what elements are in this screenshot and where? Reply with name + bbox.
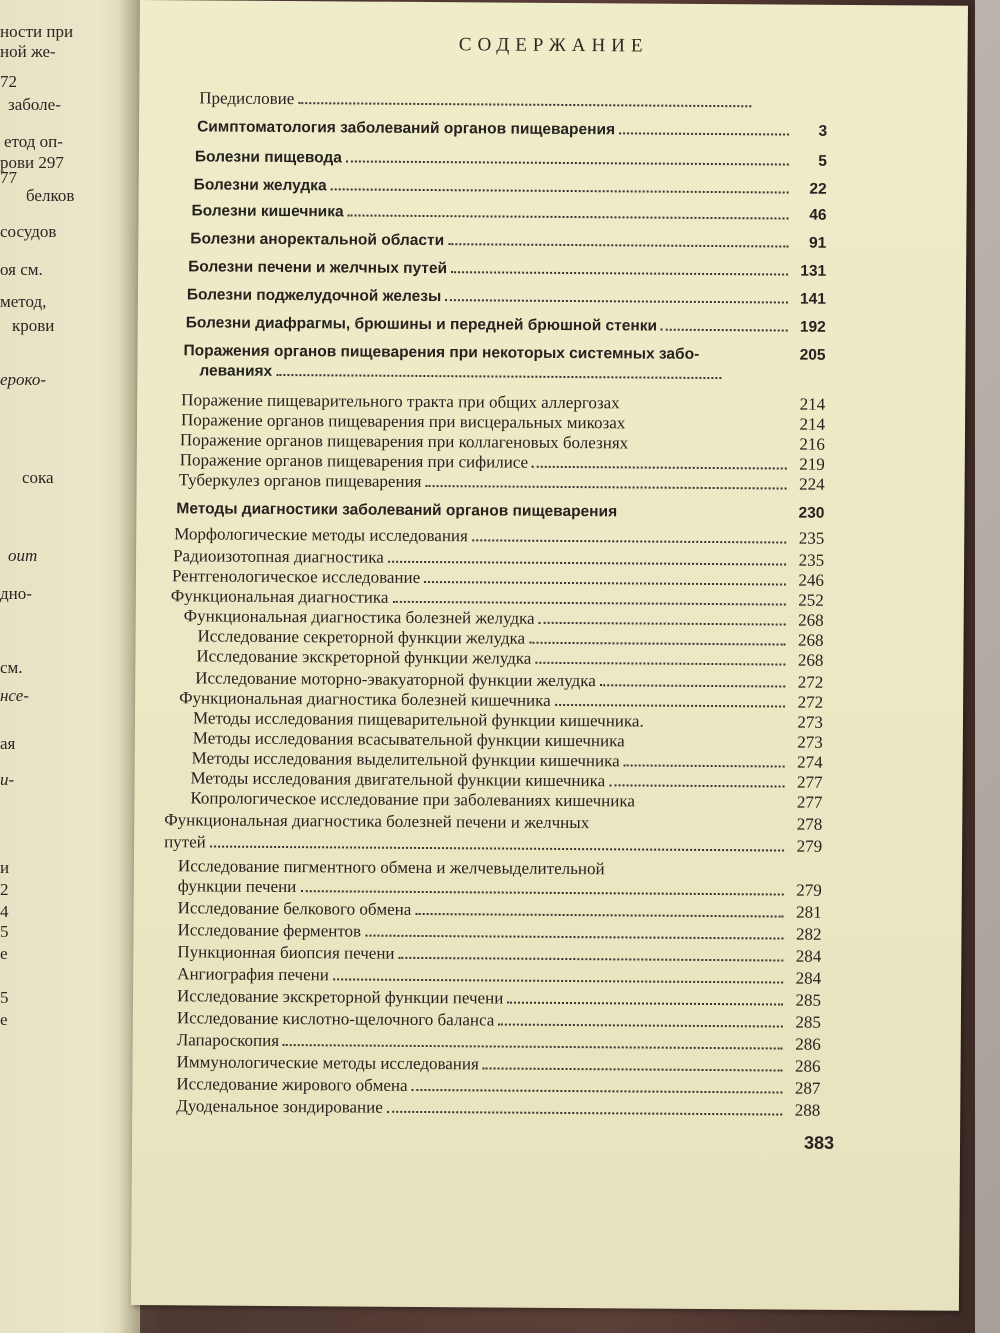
dot-leader: [276, 374, 721, 379]
dot-leader: [539, 622, 786, 626]
dot-leader: [331, 188, 789, 193]
toc-page-number: 279: [796, 836, 823, 856]
dot-leader: [609, 784, 784, 787]
dot-leader: [472, 539, 786, 543]
dot-leader: [535, 662, 785, 666]
toc-entry-text: Функциональная диагностика болезней желудка: [183, 606, 535, 628]
toc-entry: [176, 500, 824, 523]
dot-leader: [333, 978, 783, 983]
toc-entry-text: Исследование кислотно-щелочного баланса: [176, 1008, 495, 1030]
toc-entry: [177, 964, 821, 988]
dot-leader: [387, 1111, 782, 1116]
toc-entry-text: Методы исследования выделительной функции кишечника: [191, 748, 620, 771]
table-of-contents: [139, 88, 967, 1120]
dot-leader: [283, 1044, 783, 1049]
toc-entry-text: Болезни аноректальной области: [190, 230, 445, 250]
dot-leader: [532, 466, 787, 470]
toc-entry: [177, 1052, 821, 1076]
left-page-fragment: и: [0, 858, 10, 877]
toc-page-number: 268: [798, 610, 824, 630]
toc-entry: [199, 362, 759, 384]
toc-entry-text: Симптоматология заболеваний органов пищеварения: [197, 118, 616, 139]
toc-entry-text: Исследование моторно-эвакуаторной функции желудка: [195, 668, 596, 691]
toc-entry: [195, 148, 827, 170]
page-title: СОДЕРЖАНИЕ: [458, 34, 649, 57]
toc-page-number: 287: [794, 1078, 821, 1098]
dot-leader: [415, 913, 783, 918]
toc-entry: [177, 920, 821, 944]
toc-entry-text: Функциональная диагностика болезней кишечника: [179, 688, 551, 710]
dot-leader: [346, 160, 789, 165]
dot-leader: [609, 874, 784, 875]
left-page-fragment: оя см.: [0, 260, 43, 279]
toc-entry-text: Болезни диафрагмы, брюшины и передней брюшной стенки: [185, 314, 658, 335]
toc-entry-text: Предисловие: [199, 88, 295, 109]
left-page-fragment: и-: [0, 770, 15, 789]
toc-entry-text: Методы исследования двигательной функции кишечника: [190, 768, 606, 791]
toc-entry-text: Ангиография печени: [177, 964, 329, 985]
toc-entry-text: Поражение пищеварительного тракта при общих аллергозах: [181, 390, 620, 413]
toc-entry: [164, 810, 822, 835]
toc-entry: [178, 898, 822, 922]
toc-entry: [174, 524, 824, 549]
dot-leader: [399, 957, 784, 962]
dot-leader: [619, 132, 789, 135]
toc-entry-text: Болезни кишечника: [191, 202, 344, 221]
dot-leader: [629, 746, 785, 747]
toc-entry-text: Поражения органов пищеварения при некоторых системных забо-: [183, 342, 700, 363]
toc-entry-text: Болезни печени и желчных путей: [188, 258, 448, 278]
toc-entry-text: Радиоизотопная диагностика: [173, 546, 384, 567]
toc-entry-text: Болезни желудка: [193, 176, 327, 195]
dot-leader: [629, 428, 787, 429]
toc-entry: [194, 176, 827, 198]
toc-entry-text: Поражение органов пищеварения при коллагеновых болезнях: [179, 430, 629, 453]
toc-entry: [179, 470, 825, 495]
dot-leader: [392, 601, 785, 606]
toc-entry-text: Дуоденальное зондирование: [176, 1096, 383, 1117]
toc-page-number: 235: [798, 528, 825, 548]
toc-entry: [177, 1030, 821, 1054]
toc-page-number: 5: [818, 152, 827, 170]
left-page-fragment: е: [0, 944, 8, 963]
left-page-fragment: 77: [0, 168, 17, 187]
toc-entry: [186, 314, 826, 336]
toc-page-number: 230: [798, 504, 825, 522]
dot-leader: [639, 807, 784, 808]
toc-page-number: 273: [797, 712, 824, 732]
toc-page-number: 281: [796, 902, 822, 922]
toc-page-number: 246: [798, 570, 825, 590]
left-page-fragment: дно-: [0, 584, 32, 603]
dot-leader: [593, 828, 784, 829]
toc-page-number: 22: [809, 180, 827, 198]
toc-page-number: 285: [795, 1012, 821, 1032]
toc-page-number: 214: [799, 414, 826, 434]
left-page-fragment: сосудов: [0, 222, 57, 241]
left-page-fragment: оит: [8, 546, 38, 565]
toc-entry-text: Исследование ферментов: [177, 920, 362, 941]
dot-leader: [555, 704, 785, 708]
dot-leader: [661, 329, 788, 332]
toc-entry-text: Рентгенологическое исследование: [171, 566, 421, 587]
toc-page-number: 278: [796, 814, 823, 834]
dot-leader: [300, 890, 783, 895]
dot-leader: [451, 271, 788, 275]
contents-page: [131, 0, 968, 1311]
dot-leader: [448, 243, 788, 247]
left-page-fragment: е: [0, 1010, 8, 1029]
toc-page-number: 286: [795, 1034, 821, 1054]
left-page-fragment: 2: [0, 880, 9, 899]
toc-page-number: 214: [799, 394, 826, 414]
toc-entry-text: путей: [164, 832, 206, 852]
toc-entry: [187, 286, 826, 308]
toc-page-number: 192: [799, 318, 826, 336]
toc-page-number: 216: [799, 434, 825, 454]
toc-page-number: 131: [800, 262, 827, 280]
toc-entry: [190, 230, 826, 252]
toc-entry: [191, 202, 826, 224]
left-page-fragment: рови 297: [0, 153, 64, 172]
toc-entry: [177, 942, 821, 966]
toc-entry-foreword: [199, 88, 789, 112]
toc-entry-text: Исследование экскреторной функции желудка: [196, 646, 532, 668]
left-page-fragment: заболе-: [8, 95, 61, 114]
toc-page-number: 274: [797, 752, 823, 772]
toc-entry-text: Методы исследования всасывательной функции кишечника: [192, 728, 625, 751]
toc-page-number: 224: [799, 474, 825, 494]
dot-leader: [507, 1002, 783, 1006]
dot-leader: [600, 684, 785, 687]
toc-entry-text: Болезни поджелудочной железы: [186, 286, 442, 306]
left-page-fragment: 72: [0, 72, 17, 91]
toc-page-number: 277: [796, 772, 823, 792]
dot-leader: [388, 561, 786, 566]
left-page-fragment: сока: [22, 468, 54, 487]
toc-page-number: 277: [796, 792, 823, 812]
dot-leader: [529, 642, 785, 646]
toc-page-number: 3: [818, 122, 828, 140]
toc-entry-text: Исследование жирового обмена: [176, 1074, 408, 1095]
dot-leader: [632, 448, 787, 449]
toc-entry-text: Исследование секреторной функции желудка: [197, 626, 526, 648]
dot-leader: [445, 299, 788, 303]
toc-entry-text: Копрологическое исследование при заболеваниях кишечника: [190, 788, 635, 811]
left-page-fragment: нсе-: [0, 686, 29, 705]
toc-page-number: 91: [809, 234, 827, 252]
toc-entry: [177, 986, 821, 1010]
toc-entry: [183, 342, 825, 364]
dot-leader: [621, 516, 786, 517]
toc-entry: [190, 788, 822, 812]
toc-entry-text: Исследование пигментного обмена и желчевыделительной: [177, 856, 605, 879]
left-page-fragment: ности при: [0, 22, 74, 41]
toc-page-number: 235: [798, 550, 825, 570]
toc-entry-text: Болезни пищевода: [194, 148, 342, 167]
toc-entry-text: Методы исследования пищеварительной функции кишечника.: [192, 708, 644, 731]
toc-entry: [197, 118, 827, 140]
dot-leader: [624, 408, 788, 409]
page-number: 383: [803, 1132, 835, 1153]
left-page-fragment: ая: [0, 734, 16, 753]
toc-page-number: 285: [795, 990, 822, 1010]
toc-page-number: 279: [796, 880, 822, 900]
dot-leader: [412, 1089, 783, 1094]
left-page-fragment: 5: [0, 988, 9, 1007]
toc-entry: [177, 1008, 821, 1032]
dot-leader: [624, 764, 785, 767]
toc-page-number: 288: [794, 1100, 821, 1120]
toc-page-number: 141: [799, 290, 826, 308]
dot-leader: [498, 1024, 783, 1028]
dot-leader: [348, 214, 789, 219]
toc-entry: [176, 1096, 820, 1120]
toc-entry: [188, 258, 826, 280]
toc-page-number: 272: [797, 692, 824, 712]
left-page-fragment: метод,: [0, 292, 47, 311]
toc-entry: [164, 832, 822, 857]
toc-entry-text: леваниях: [199, 362, 273, 380]
left-page-fragment: см.: [0, 658, 23, 677]
toc-entry-text: функции печени: [177, 876, 297, 897]
toc-page-number: 252: [798, 590, 824, 610]
left-page-fragment: ероко-: [0, 370, 47, 389]
toc-entry-text: Пункционная биопсия печени: [177, 942, 395, 963]
left-page-fragment: ной же-: [0, 42, 56, 61]
toc-page-number: 219: [799, 454, 825, 474]
toc-entry: [178, 876, 822, 900]
toc-page-number: 205: [799, 346, 826, 364]
toc-entry-text: Туберкулез органов пищеварения: [178, 470, 422, 491]
toc-entry-text: Функциональная диагностика: [170, 586, 389, 607]
dot-leader: [483, 1067, 783, 1071]
left-page-fragment: 4: [0, 902, 9, 921]
dot-leader: [648, 727, 785, 728]
toc-page-number: 286: [795, 1056, 821, 1076]
toc-page-number: 284: [795, 946, 822, 966]
dot-leader: [365, 935, 783, 940]
dot-leader: [425, 485, 786, 490]
toc-page-number: 272: [797, 672, 824, 692]
toc-page-number: 273: [797, 732, 823, 752]
toc-page-number: 268: [797, 630, 824, 650]
toc-entry-text: Поражение органов пищеварения при сифилисе: [179, 450, 529, 472]
toc-page-number: 284: [795, 968, 822, 988]
toc-entry-text: Лапароскопия: [176, 1030, 280, 1050]
dot-leader: [210, 846, 784, 852]
toc-entry: [176, 1074, 820, 1098]
left-page-fragment: крови: [12, 316, 55, 335]
toc-entry-text: Функциональная диагностика болезней печени и желчных: [164, 810, 590, 833]
toc-entry: [196, 646, 823, 670]
toc-entry-text: Исследование белкового обмена: [177, 898, 412, 919]
dot-leader: [703, 359, 787, 360]
toc-entry-text: Методы диагностики заболеваний органов пищеварения: [176, 500, 618, 521]
left-page-fragment: 5: [0, 922, 9, 941]
toc-page-number: 268: [797, 650, 824, 670]
toc-page-number: 46: [809, 206, 827, 224]
toc-entry-text: Поражение органов пищеварения при висцеральных микозах: [181, 410, 626, 433]
dot-leader: [298, 102, 751, 107]
toc-entry-text: Исследование экскреторной функции печени: [176, 986, 504, 1008]
left-page-fragment: етод оп-: [4, 132, 63, 151]
toc-entry-text: Иммунологические методы исследования: [176, 1052, 479, 1074]
left-page-fragment: белков: [26, 186, 75, 205]
dot-leader: [424, 581, 786, 586]
toc-page-number: 282: [795, 924, 822, 944]
toc-entry-text: Морфологические методы исследования: [174, 524, 468, 546]
